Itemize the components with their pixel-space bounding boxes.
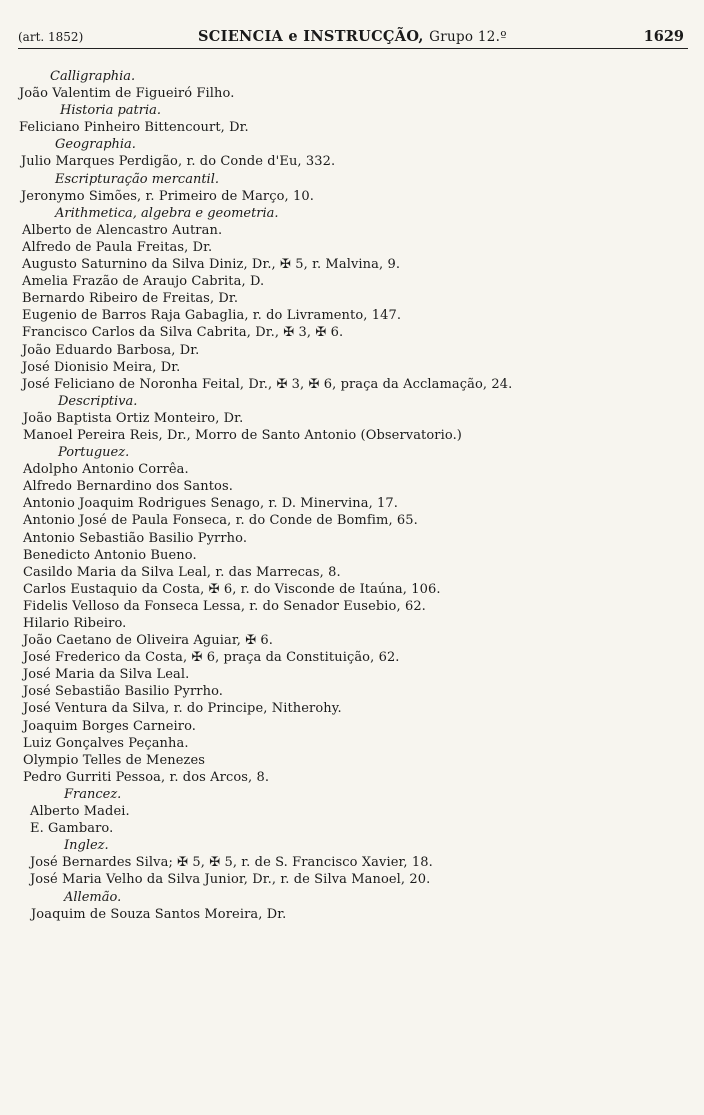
directory-entry: Antonio Joaquim Rodrigues Senago, r. D. Minervina, 17. xyxy=(23,496,399,512)
directory-entry: Eugenio de Barros Raja Gabaglia, r. do Livramento, 147. xyxy=(22,308,402,324)
directory-entry: E. Gambaro. xyxy=(30,821,114,837)
section-title: Escripturação mercantil. xyxy=(55,171,219,187)
section-title: Allemão. xyxy=(64,889,122,905)
directory-entry: Bernardo Ribeiro de Freitas, Dr. xyxy=(22,291,239,307)
directory-entry: José Ventura da Silva, r. do Principe, Nitherohy. xyxy=(23,701,342,717)
section-title: Arithmetica, algebra e geometria. xyxy=(55,205,279,221)
directory-entry: Manoel Pereira Reis, Dr., Morro de Santo Antonio (Observatorio.) xyxy=(23,427,462,443)
section-title: Calligraphia. xyxy=(50,69,136,84)
directory-entry: José Maria da Silva Leal. xyxy=(23,667,190,683)
directory-entry: Casildo Maria da Silva Leal, r. das Marrecas, 8. xyxy=(23,564,341,580)
directory-entry: Feliciano Pinheiro Bittencourt, Dr. xyxy=(19,120,249,136)
directory-entry: Luiz Gonçalves Peçanha. xyxy=(23,735,189,751)
directory-entry: Amelia Frazão de Araujo Cabrita, D. xyxy=(22,274,265,290)
section-title: Historia patria. xyxy=(60,103,162,119)
directory-entry: Pedro Gurriti Pessoa, r. dos Arcos, 8. xyxy=(23,769,270,785)
directory-entry: Alberto Madei. xyxy=(30,804,130,820)
directory-entry: Adolpho Antonio Corrêa. xyxy=(23,462,189,478)
directory-entry: Antonio José de Paula Fonseca, r. do Conde de Bomfim, 65. xyxy=(23,513,418,529)
directory-entry: Hilario Ribeiro. xyxy=(23,616,127,631)
directory-entry: José Maria Velho da Silva Junior, Dr., r. de Silva Manoel, 20. xyxy=(30,872,431,888)
page-header xyxy=(18,26,688,49)
directory-entry: João Eduardo Barbosa, Dr. xyxy=(22,342,200,358)
directory-entry: Alberto de Alencastro Autran. xyxy=(22,222,223,238)
directory-entry: Joaquim Borges Carneiro. xyxy=(23,718,196,734)
directory-entry: Francisco Carlos da Silva Cabrita, Dr., ✠ 3, ✠ 6. xyxy=(22,325,344,341)
directory-entry: João Caetano de Oliveira Aguiar, ✠ 6. xyxy=(23,633,274,649)
directory-entry: Olympio Telles de Menezes xyxy=(23,752,206,768)
directory-entry: José Feliciano de Noronha Feital, Dr., ✠ 3, ✠ 6, praça da Acclamação, 24. xyxy=(22,376,513,392)
section-title: Geographia. xyxy=(55,137,136,153)
header-article-ref: (art. 1852) xyxy=(18,30,84,44)
header-title xyxy=(198,28,507,45)
directory-entry: Fidelis Velloso da Fonseca Lessa, r. do Senador Eusebio, 62. xyxy=(23,598,426,614)
directory-entry: José Frederico da Costa, ✠ 6, praça da Constituição, 62. xyxy=(23,650,400,666)
directory-entry: Joaquim de Souza Santos Moreira, Dr. xyxy=(31,906,287,922)
section-title: Francez. xyxy=(64,786,122,802)
directory-entry: Julio Marques Perdigão, r. do Conde d'Eu, 332. xyxy=(21,154,336,170)
directory-entry: Alfredo de Paula Freitas, Dr. xyxy=(22,239,213,255)
section-title: Portuguez. xyxy=(58,445,130,461)
page-number: 1629 xyxy=(643,28,684,45)
directory-entry: José Dionisio Meira, Dr. xyxy=(22,359,181,375)
directory-entry: Benedicto Antonio Bueno. xyxy=(23,547,197,563)
directory-entry: José Sebastião Basilio Pyrrho. xyxy=(23,684,223,700)
header-group: Grupo 12.º xyxy=(429,29,507,45)
directory-entry: João Baptista Ortiz Monteiro, Dr. xyxy=(23,410,244,426)
directory-entry: Antonio Sebastião Basilio Pyrrho. xyxy=(23,530,248,546)
section-title: Descriptiva. xyxy=(58,393,138,409)
directory-entry: Jeronymo Simões, r. Primeiro de Março, 10. xyxy=(21,188,314,204)
directory-entry: Carlos Eustaquio da Costa, ✠ 6, r. do Visconde de Itaúna, 106. xyxy=(23,581,441,597)
directory-entry: José Bernardes Silva; ✠ 5, ✠ 5, r. de S. Francisco Xavier, 18. xyxy=(30,855,433,871)
directory-entry: Alfredo Bernardino dos Santos. xyxy=(23,479,233,495)
directory-entry: Augusto Saturnino da Silva Diniz, Dr., ✠ 5, r. Malvina, 9. xyxy=(22,257,401,273)
section-title: Inglez. xyxy=(64,838,109,854)
directory-entry: João Valentim de Figueiró Filho. xyxy=(19,86,235,102)
header-title-text: SCIENCIA e INSTRUCÇÃO, xyxy=(198,28,424,45)
directory-content xyxy=(0,68,704,923)
